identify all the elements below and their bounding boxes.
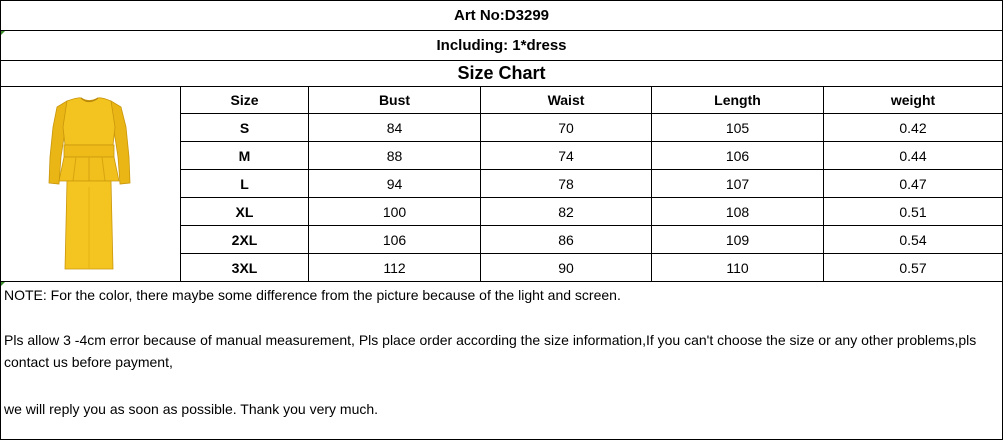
table-cell-size: 3XL (231, 260, 258, 276)
table-cell-size: S (239, 120, 250, 136)
dress-icon (1, 87, 180, 280)
table-cell-waist: 78 (558, 176, 574, 192)
table-cell-weight: 0.47 (899, 176, 927, 192)
table-cell-length: 105 (725, 120, 750, 136)
yellow-peplum-dress-image (1, 87, 180, 280)
table-cell-size: 2XL (231, 232, 258, 248)
table-cell-length: 108 (725, 204, 750, 220)
table-cell-size: XL (235, 204, 254, 220)
reply-note: we will reply you as soon as possible. Thank you very much. (4, 401, 379, 417)
table-cell-weight: 0.54 (899, 232, 927, 248)
table-cell-bust: 94 (386, 176, 403, 192)
including-text: Including: 1*dress (436, 37, 567, 54)
table-cell-waist: 82 (558, 204, 574, 220)
table-cell-bust: 106 (382, 232, 407, 248)
table-cell-waist: 74 (558, 148, 574, 164)
table-cell-waist: 90 (558, 260, 574, 276)
table-cell-size: L (240, 176, 249, 192)
table-cell-waist: 86 (558, 232, 574, 248)
table-cell-weight: 0.51 (899, 204, 927, 220)
color-note: NOTE: For the color, there maybe some difference from the picture because of the light and screen. (4, 287, 621, 303)
art-number: Art No:D3299 (453, 7, 550, 24)
column-header-bust: Bust (378, 92, 411, 108)
table-cell-length: 106 (725, 148, 750, 164)
table-cell-waist: 70 (558, 120, 574, 136)
table-cell-bust: 88 (386, 148, 403, 164)
error-note: Pls allow 3 -4cm error because of manual measurement, Pls place order according the size information,If you can't choose the size or any other problems,pls contact us before payment, (4, 332, 977, 370)
table-cell-bust: 112 (383, 260, 406, 276)
column-header-size: Size (230, 92, 259, 108)
table-cell-size: M (238, 148, 251, 164)
table-cell-length: 110 (726, 260, 749, 276)
table-cell-bust: 84 (386, 120, 403, 136)
table-cell-bust: 100 (382, 204, 407, 220)
table-cell-weight: 0.44 (899, 148, 927, 164)
column-header-weight: weight (890, 92, 936, 108)
page-title: Size Chart (457, 63, 546, 83)
column-header-length: Length (714, 92, 761, 108)
table-cell-weight: 0.42 (899, 120, 927, 136)
table-cell-weight: 0.57 (899, 260, 927, 276)
table-cell-length: 107 (725, 176, 750, 192)
column-header-waist: Waist (547, 92, 585, 108)
table-cell-length: 109 (725, 232, 750, 248)
